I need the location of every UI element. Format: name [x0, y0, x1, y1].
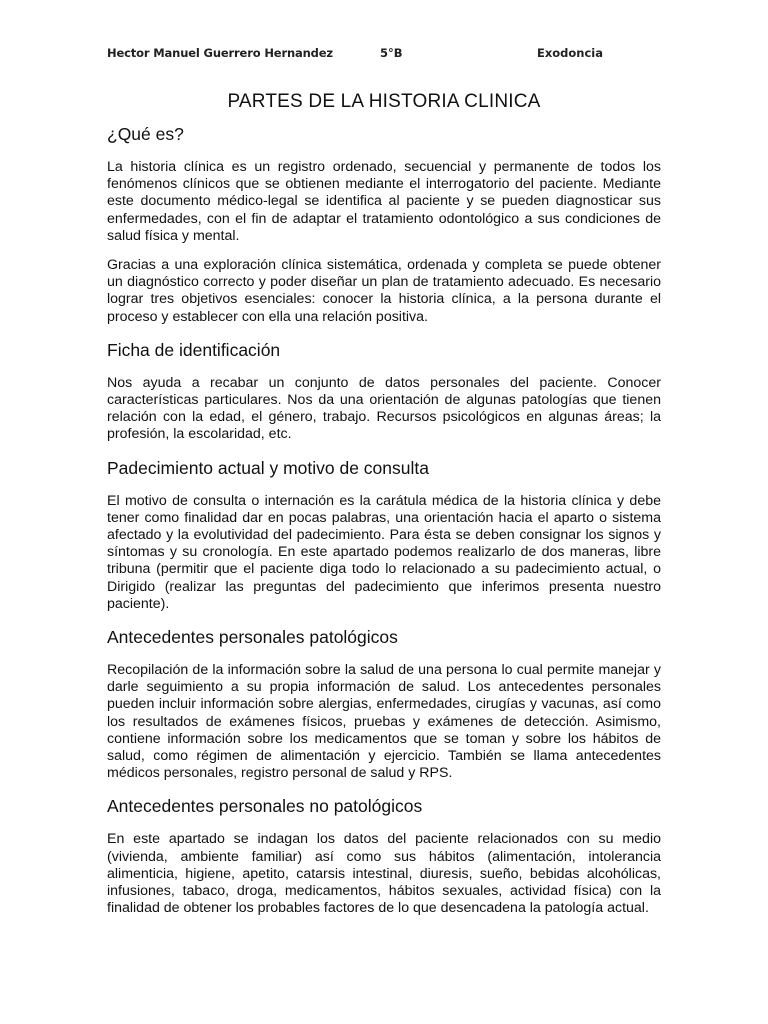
document-title: PARTES DE LA HISTORIA CLINICA: [227, 91, 541, 112]
paragraph: Recopilación de la información sobre la salud de una persona lo cual permite manejar y darle seguimiento a su propia información de salud. Los antecedentes personales pueden incluir información sobre alergias, enfermedades, cirugías y vacunas, así como los resultados de exámenes físicos, pruebas y exámenes de detección. Asimismo, contiene información sobre los medicamentos que se toman y sobre los hábitos de salud, como régimen de alimentación y ejercicio. También se llama antecedentes médicos personales, registro personal de salud y RPS.: [107, 662, 661, 782]
section-antecedentes-no-patologicos: [107, 796, 661, 917]
section-heading: ¿Qué es?: [107, 124, 184, 144]
paragraph: En este apartado se indagan los datos del paciente relacionados con su medio (vivienda, ambiente familiar) así como sus hábitos (alimentación, intolerancia alimenticia, higiene, apetito, catarsis intestinal, diuresis, sueño, bebidas alcohólicas, infusiones, tabaco, droga, medicamentos, hábitos sexuales, actividad física) con la finalidad de obtener los probables factores de lo que desencadena la patología actual.: [107, 831, 661, 917]
paragraph: La historia clínica es un registro ordenado, secuencial y permanente de todos los fenómenos clínicos que se obtienen mediante el interrogatorio del paciente. Mediante este documento médico-legal se identifica al paciente y se pueden diagnosticar sus enfermedades, con el fin de adaptar el tratamiento odontológico a sus condiciones de salud física y mental.: [107, 159, 661, 244]
document-body: [107, 124, 661, 930]
section-heading: Ficha de identificación: [107, 339, 281, 360]
paragraph: Gracias a una exploración clínica sistemática, ordenada y completa se puede obtener un diagnóstico correcto y poder diseñar un plan de tratamiento adecuado. Es necesario lograr tres objetivos esenciales: conocer la historia clínica, a la persona durante el proceso y establecer con ella una relación positiva.: [107, 257, 661, 325]
section-heading: Antecedentes personales patológicos: [107, 627, 398, 648]
header-author: Hector Manuel Guerrero Hernandez: [107, 46, 333, 60]
section-que-es: [107, 124, 661, 326]
section-ficha-identificacion: [107, 340, 661, 444]
paragraph: Nos ayuda a recabar un conjunto de datos personales del paciente. Conocer características particulares. Nos da una orientación de algunas patologías que tienen relación con la edad, el género, trabajo. Recursos psicológicos en algunas áreas; la profesión, la escolaridad, etc.: [107, 374, 661, 443]
running-header: [107, 46, 661, 64]
section-padecimiento-actual: [107, 458, 661, 613]
header-group: 5°B: [380, 46, 403, 60]
section-heading: Padecimiento actual y motivo de consulta: [107, 457, 429, 478]
section-antecedentes-patologicos: [107, 627, 661, 782]
header-subject: Exodoncia: [537, 46, 604, 60]
paragraph: El motivo de consulta o internación es la carátula médica de la historia clínica y debe tener como finalidad dar en pocas palabras, una orientación hacia el aparto o sistema afectado y la evolutividad del padecimiento. Para ésta se deben consignar los signos y síntomas y su cronología. En este apartado podemos realizarlo de dos maneras, libre tribuna (permitir que el paciente diga todo lo relacionado a su padecimiento actual, o Dirigido (realizar las preguntas del padecimiento que inferimos presenta nuestro paciente).: [107, 492, 661, 612]
section-heading: Antecedentes personales no patológicos: [107, 796, 423, 817]
